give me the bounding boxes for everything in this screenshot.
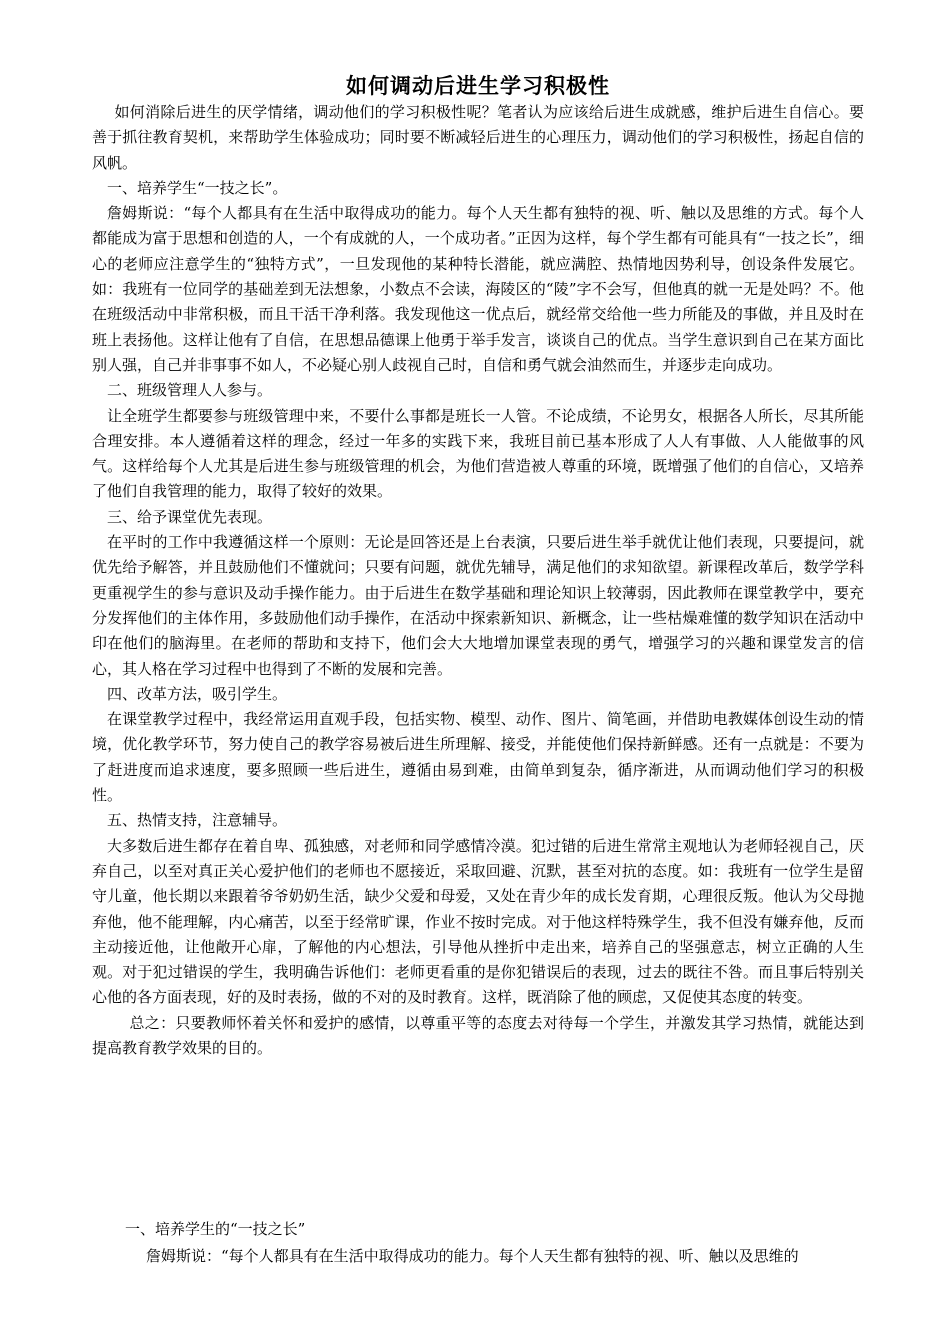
section-4-body: 在课堂教学过程中，我经常运用直观手段，包括实物、模型、动作、图片、简笔画，并借助电教媒体创设生动的情境，优化教学环节，努力使自己的教学容易被后进生所理解、接受，并能使他们保持新鲜感。还有一点就是：不要为了赶进度而追求速度，要多照顾一些后进生，遵循由易到难，由简单到复杂，循序渐进，从而调动他们学习的积极性。 [92, 710, 864, 805]
fragment-heading: 一、培养学生的“一技之长” [125, 1220, 306, 1238]
summary-paragraph: 总之：只要教师怀着关怀和爱护的感情，以尊重平等的态度去对待每一个学生，并激发其学习热情，就能达到提高教育教学效果的目的。 [92, 1013, 864, 1057]
section-2-body: 让全班学生都要参与班级管理中来，不要什么事都是班长一人管。不论成绩，不论男女，根据各人所长，尽其所能合理安排。本人遵循着这样的理念，经过一年多的实践下来，我班目前已基本形成了人人有事做、人人能做事的风气。这样给每个人尤其是后进生参与班级管理的机会，为他们营造被人尊重的环境，既增强了他们的自信心，又培养了他们自我管理的能力，取得了较好的效果。 [92, 406, 864, 501]
section-1-heading: 一、培养学生“一技之长”。 [107, 178, 288, 197]
section-3-body: 在平时的工作中我遵循这样一个原则：无论是回答还是上台表演，只要后进生举手就优让他们表现，只要提问，就优先给予解答，并且鼓励他们不懂就问；只要有问题，就优先辅导，满足他们的求知欲望。新课程改革后，数学学科更重视学生的参与意识及动手操作能力。由于后进生在数学基础和理论知识上较薄弱，因此教师在课堂教学中，要充分发挥他们的主体作用，多鼓励他们动手操作，在活动中探索新知识、新概念，让一些枯燥难懂的数学知识在活动中印在他们的脑海里。在老师的帮助和支持下，他们会大大地增加课堂表现的勇气，增强学习的兴趣和课堂发言的信心，其人格在学习过程中也得到了不断的发展和完善。 [92, 533, 864, 678]
document-page [92, 72, 864, 1061]
section-3-heading: 三、给予课堂优先表现。 [107, 507, 273, 526]
section-5-body: 大多数后进生都存在着自卑、孤独感，对老师和同学感情冷漠。犯过错的后进生常常主观地认为老师轻视自己，厌弃自己，以至对真正关心爱护他们的老师也不愿接近，采取回避、沉默，甚至对抗的态度。如：我班有一位学生是留守儿童，他长期以来跟着爷爷奶奶生活，缺少父爱和母爱，又处在青少年的成长发育期，心理很反叛。他认为父母抛弃他，他不能理解，内心痛苦，以至于经常旷课，作业不按时完成。对于他这样特殊学生，我不但没有嫌弃他，反而主动接近他，让他敞开心扉，了解他的内心想法，引导他从挫折中走出来，培养自己的坚强意志，树立正确的人生观。对于犯过错误的学生，我明确告诉他们：老师更看重的是你犯错误后的表现，过去的既往不咎。而且事后特别关心他的各方面表现，好的及时表扬，做的不对的及时教育。这样，既消除了他的顾虑，又促使其态度的转变。 [92, 836, 864, 1007]
intro-paragraph: 如何消除后进生的厌学情绪，调动他们的学习积极性呢？笔者认为应该给后进生成就感，维护后进生自信心。要善于抓往教育契机，来帮助学生体验成功；同时要不断减轻后进生的心理压力，调动他们的学习积极性，扬起自信的风帆。 [92, 103, 864, 172]
section-2-heading: 二、班级管理人人参与。 [107, 381, 273, 400]
fragment-body: 詹姆斯说：“每个人都具有在生活中取得成功的能力。每个人天生都有独特的视、听、触以及思维的 [146, 1247, 799, 1265]
section-4-heading: 四、改革方法，吸引学生。 [107, 684, 288, 703]
document-title: 如何调动后进生学习积极性 [346, 74, 610, 98]
section-1-body: 詹姆斯说：“每个人都具有在生活中取得成功的能力。每个人天生都有独特的视、听、触以及思维的方式。每个人都能成为富于思想和创造的人，一个有成就的人，一个成功者。”正因为这样，每个学生都有可能具有“一技之长”，细心的老师应注意学生的“独特方式”，一旦发现他的某种特长潜能，就应满腔、热情地因势利导，创设条件发展它。如：我班有一位同学的基础差到无法想象，小数点不会读，海陵区的“陵”字不会写，但他真的就一无是处吗？不。他在班级活动中非常积极，而且干活干净利落。我发现他这一优点后，就经常交给他一些力所能及的事做，并且及时在班上表扬他。这样让他有了自信，在思想品德课上他勇于举手发言，谈谈自己的优点。当学生意识到自己在某方面比别人强，自己并非事事不如人，不必疑心别人歧视自己时，自信和勇气就会油然而生，并逐步走向成功。 [92, 204, 864, 374]
section-5-heading: 五、热情支持，注意辅导。 [107, 811, 288, 830]
repeated-fragment [92, 1216, 872, 1270]
